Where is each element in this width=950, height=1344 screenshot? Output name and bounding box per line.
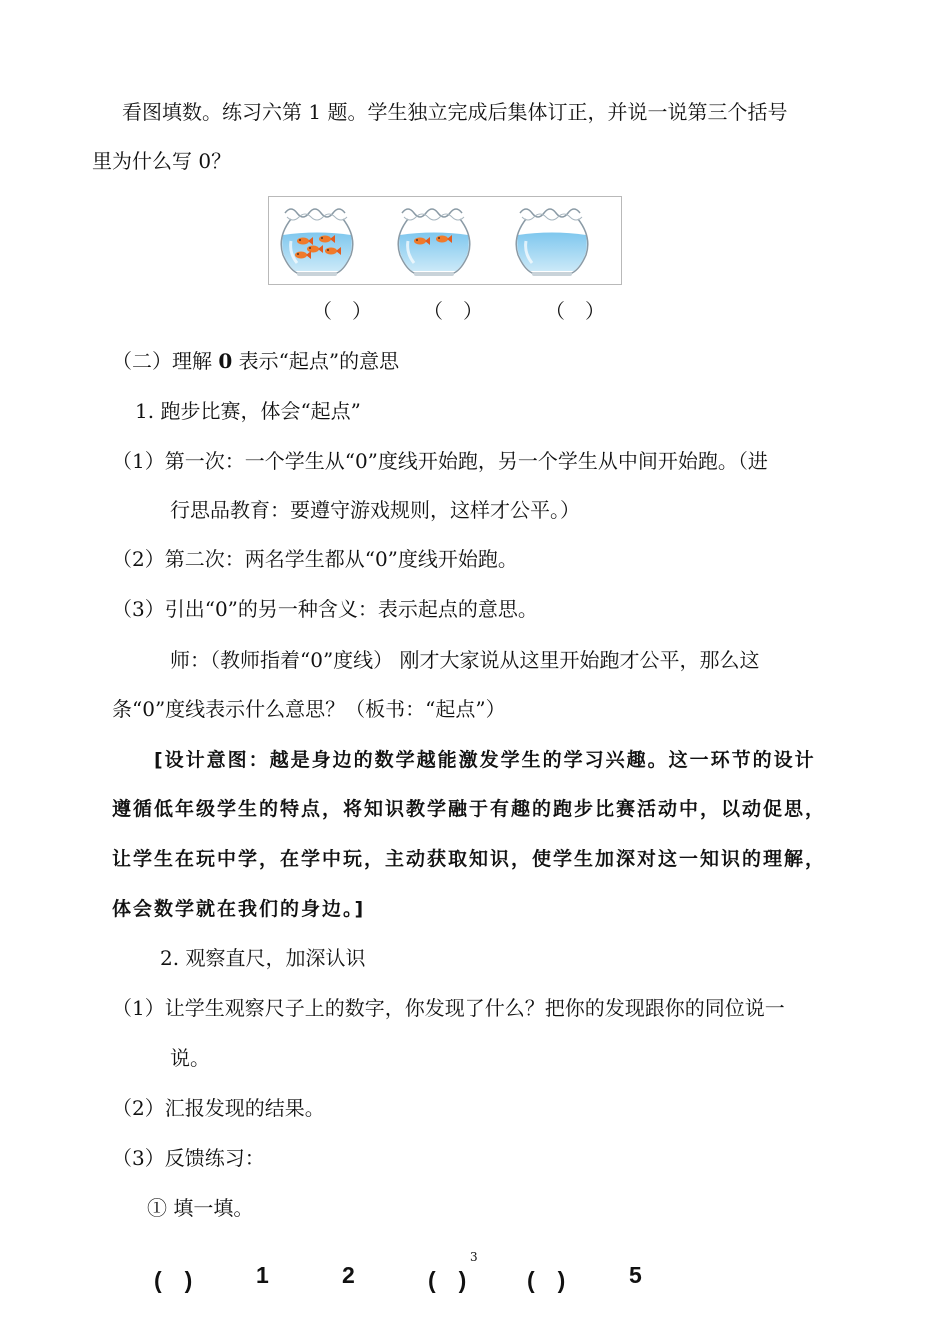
item-1-step-2: （2）第二次：两名学生都从“0”度线开始跑。 <box>112 547 518 571</box>
fill-in-label: ① 填一填。 <box>147 1196 254 1220</box>
teacher-line-1: 师：（教师指着“0”度线） 刚才大家说从这里开始跑才公平，那么这 <box>170 648 760 672</box>
item-2-step-1-line-2: 说。 <box>170 1046 210 1070</box>
design-intent-line-3: 让学生在玩中学，在学中玩，主动获取知识，使学生加深对这一知识的理解， <box>112 848 827 870</box>
fishbowl-3 <box>516 209 588 276</box>
fishbowl-1 <box>281 209 353 276</box>
page-number: 3 <box>470 1250 478 1264</box>
answer-blank-1[interactable]: （ ） <box>312 299 372 323</box>
sequence-blank-2[interactable]: ( ) <box>428 1267 467 1293</box>
teacher-line-2: 条“0”度线表示什么意思？（板书：“起点”） <box>112 697 506 721</box>
fishbowl-illustration <box>269 197 621 284</box>
sequence-blank-3[interactable]: ( ) <box>527 1267 566 1293</box>
design-intent-line-2: 遵循低年级学生的特点，将知识教学融于有趣的跑步比赛活动中，以动促思， <box>112 798 827 820</box>
answer-blank-2[interactable]: （ ） <box>423 299 483 323</box>
section-2-zero: 0 <box>218 349 233 373</box>
item-2-step-3: （3）反馈练习： <box>112 1146 265 1170</box>
fishbowl-2 <box>398 209 470 276</box>
answer-blank-3[interactable]: （ ） <box>545 299 605 323</box>
section-2-heading <box>112 348 399 374</box>
item-1-step-3: （3）引出“0”的另一种含义：表示起点的意思。 <box>112 597 538 621</box>
intro-line-2: 里为什么写 0？ <box>92 149 232 173</box>
sequence-number-1: 1 <box>256 1262 269 1288</box>
item-1-step-1-line-2: 行思品教育：要遵守游戏规则，这样才公平。） <box>170 498 580 522</box>
sequence-blank-1[interactable]: ( ) <box>154 1267 193 1293</box>
section-2-suffix: 表示“起点”的意思 <box>232 349 400 373</box>
fishbowl-figure <box>268 196 622 285</box>
sequence-number-5: 5 <box>629 1262 642 1288</box>
section-2-prefix: （二）理解 <box>112 349 219 373</box>
design-intent-line-1: [设计意图：越是身边的数学越能激发学生的学习兴趣。这一环节的设计 <box>154 749 816 771</box>
item-2-title: 2. 观察直尺，加深认识 <box>160 946 366 970</box>
item-2-step-1-line-1: （1）让学生观察尺子上的数字，你发现了什么？把你的发现跟你的同位说一 <box>112 996 785 1020</box>
item-2-step-2: （2）汇报发现的结果。 <box>112 1096 325 1120</box>
design-intent-line-4: 体会数学就在我们的身边。] <box>112 898 366 920</box>
item-1-step-1-line-1: （1）第一次：一个学生从“0”度线开始跑，另一个学生从中间开始跑。（进 <box>112 449 768 473</box>
sequence-number-2: 2 <box>342 1262 355 1288</box>
intro-line-1: 看图填数。练习六第 1 题。学生独立完成后集体订正，并说一说第三个括号 <box>122 100 788 124</box>
item-1-title: 1. 跑步比赛，体会“起点” <box>135 399 361 423</box>
